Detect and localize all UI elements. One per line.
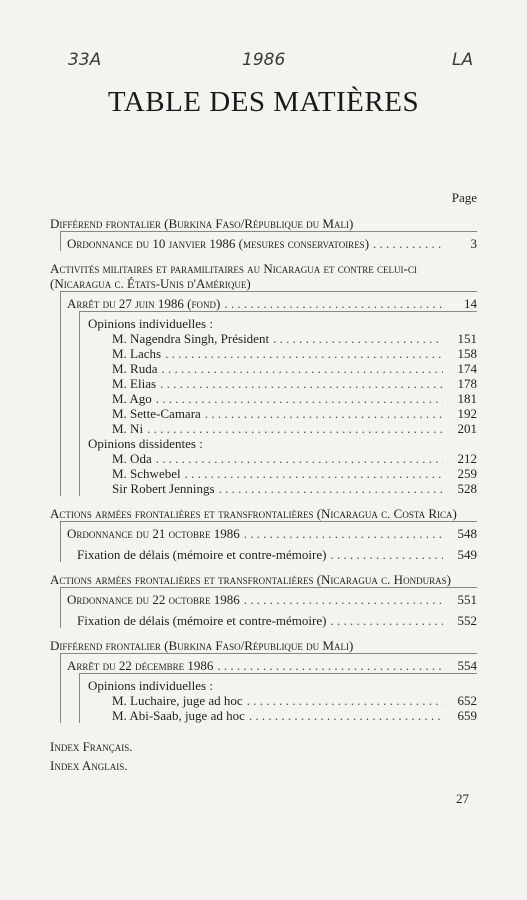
opinions-individual-label: Opinions individuelles : (88, 678, 213, 693)
entry-page: 201 (457, 421, 477, 436)
page-title: TABLE DES MATIÈRES (107, 86, 420, 118)
opinions-heading (88, 436, 477, 451)
entry-label: Ordonnance du 22 octobre 1986 (67, 592, 240, 607)
section-entries (60, 231, 477, 251)
opinions-group (79, 673, 477, 723)
entry-label: Fixation de délais (mémoire et contre-mémoire) (77, 613, 327, 628)
toc-entry[interactable] (112, 376, 477, 391)
toc-entry[interactable] (112, 481, 477, 496)
leader-dots (147, 421, 443, 436)
section-heading: Différend frontalier (Burkina Faso/République du Mali) (50, 216, 354, 231)
leader-dots (244, 526, 443, 541)
section-entries (60, 521, 477, 562)
leader-dots (244, 592, 443, 607)
section-entries (60, 587, 477, 628)
toc-entry[interactable] (67, 658, 477, 673)
entry-label: M. Lachs (112, 346, 162, 361)
entry-label: Fixation de délais (mémoire et contre-mémoire) (77, 547, 327, 562)
leader-dots (249, 708, 443, 723)
entry-label: M. Abi-Saab, juge ad hoc (112, 708, 245, 723)
entry-page: 212 (457, 451, 477, 466)
entry-label: M. Nagendra Singh, Président (112, 331, 270, 346)
page-number: 27 (456, 791, 469, 806)
toc-entry[interactable] (112, 466, 477, 481)
handwritten-note-left: 33A (68, 50, 102, 70)
entry-page: 552 (457, 613, 477, 628)
entry-page: 528 (457, 481, 477, 496)
entry-page: 652 (457, 693, 477, 708)
opinions-heading (88, 316, 477, 331)
handwritten-note-right: LA (452, 50, 474, 70)
entry-page: 151 (457, 331, 477, 346)
toc-entry[interactable] (112, 331, 477, 346)
leader-dots (205, 406, 443, 421)
entry-page: 181 (457, 391, 477, 406)
leader-dots (162, 361, 444, 376)
entry-label: Arrêt du 27 juin 1986 (fond) (67, 296, 221, 311)
leader-dots (160, 376, 443, 391)
entry-page: 3 (470, 236, 477, 251)
leader-dots (247, 693, 443, 708)
toc-entry[interactable] (77, 613, 477, 628)
section-heading: Différend frontalier (Burkina Faso/République du Mali) (50, 638, 354, 653)
section-entries (60, 653, 477, 723)
entry-page: 548 (457, 526, 477, 541)
section-entries (60, 291, 477, 496)
toc-entry[interactable] (67, 236, 477, 251)
entry-label: M. Schwebel (112, 466, 181, 481)
entry-label: Ordonnance du 10 janvier 1986 (mesures conservatoires) (67, 236, 370, 251)
toc-entry[interactable] (77, 547, 477, 562)
leader-dots (373, 236, 443, 251)
toc-entry[interactable] (112, 406, 477, 421)
toc-entry[interactable] (112, 361, 477, 376)
entry-page: 659 (457, 708, 477, 723)
toc-entry[interactable] (67, 592, 477, 607)
leader-dots (273, 331, 443, 346)
entry-page: 174 (457, 361, 477, 376)
entry-page: 178 (457, 376, 477, 391)
table-of-contents (50, 190, 477, 773)
entry-label: Ordonnance du 21 octobre 1986 (67, 526, 240, 541)
toc-entry[interactable] (112, 391, 477, 406)
page-column-header: Page (451, 190, 477, 205)
leader-dots (330, 547, 443, 562)
entry-label: M. Luchaire, juge ad hoc (112, 693, 243, 708)
leader-dots (185, 466, 443, 481)
entry-page: 551 (457, 592, 477, 607)
leader-dots (219, 481, 443, 496)
entry-label: M. Elias (112, 376, 157, 391)
section-heading: Actions armées frontalières et transfrontalières (Nicaragua c. Costa Rica) (50, 506, 457, 521)
entry-label: Arrêt du 22 décembre 1986 (67, 658, 214, 673)
leader-dots (217, 658, 443, 673)
opinions-individual-label: Opinions individuelles : (88, 316, 213, 331)
opinions-group (79, 311, 477, 496)
toc-entry[interactable] (112, 708, 477, 723)
toc-entry[interactable] (112, 451, 477, 466)
entry-label: M. Ruda (112, 361, 158, 376)
toc-entry[interactable] (67, 296, 477, 311)
section-heading: Actions armées frontalières et transfrontalières (Nicaragua c. Honduras) (50, 572, 451, 587)
section-heading: Activités militaires et paramilitaires au Nicaragua et contre celui-ci (Nicaragua c. États-Unis d'Amérique) (50, 261, 417, 291)
entry-page: 14 (464, 296, 477, 311)
entry-label: M. Oda (112, 451, 152, 466)
entry-page: 259 (457, 466, 477, 481)
leader-dots (165, 346, 443, 361)
opinions-heading (88, 678, 477, 693)
opinions-dissenting-label: Opinions dissidentes : (88, 436, 203, 451)
toc-entry[interactable] (67, 526, 477, 541)
handwritten-note-year: 1986 (242, 50, 286, 70)
leader-dots (330, 613, 443, 628)
toc-entry[interactable] (112, 693, 477, 708)
index-french[interactable]: Index Français. (50, 739, 133, 754)
toc-entry[interactable] (112, 346, 477, 361)
leader-dots (156, 391, 443, 406)
index-english[interactable]: Index Anglais. (50, 758, 128, 773)
entry-page: 549 (457, 547, 477, 562)
entry-page: 192 (457, 406, 477, 421)
entry-label: M. Ni (112, 421, 144, 436)
entry-label: Sir Robert Jennings (112, 481, 215, 496)
entry-page: 158 (457, 346, 477, 361)
entry-page: 554 (457, 658, 477, 673)
leader-dots (224, 296, 443, 311)
entry-label: M. Sette-Camara (112, 406, 201, 421)
entry-label: M. Ago (112, 391, 152, 406)
leader-dots (156, 451, 443, 466)
toc-entry[interactable] (112, 421, 477, 436)
